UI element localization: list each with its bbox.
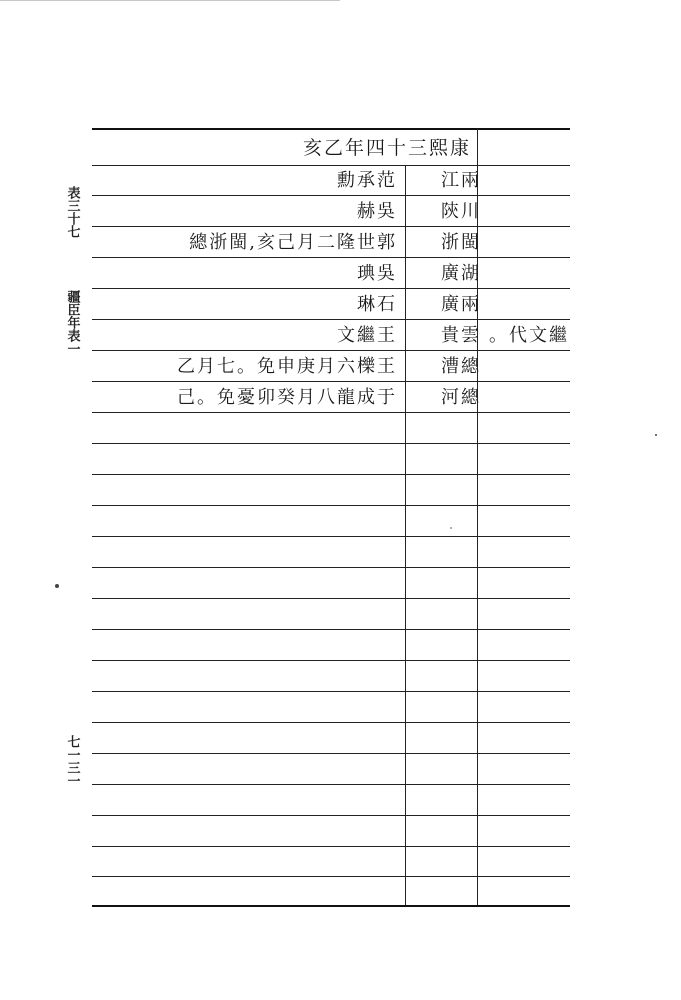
table-bottom-rule (92, 905, 570, 907)
scan-speck (55, 584, 59, 588)
row-rule (92, 165, 570, 166)
row-rule (92, 598, 570, 599)
office-cell: 總河 (441, 387, 481, 408)
side-table-number-text: 表三十七 (64, 186, 80, 238)
side-table-number (60, 186, 84, 238)
row-rule (92, 195, 570, 196)
row-rule (92, 815, 570, 816)
office-cell: 閩浙 (441, 232, 481, 253)
remark-cell: 繼文代。 (489, 325, 569, 346)
row-rule (92, 536, 570, 537)
row-rule (92, 412, 570, 413)
row-rule (92, 288, 570, 289)
column-divider (405, 165, 406, 905)
table-top-rule (92, 128, 570, 130)
official-cell: 王繼文 (337, 325, 397, 346)
side-page-number-text: 七一三一 (64, 735, 80, 787)
scan-speck (655, 434, 657, 436)
row-rule (92, 474, 570, 475)
row-rule (92, 257, 570, 258)
header-era: 康熙三十四年乙亥 (302, 137, 471, 159)
row-rule (92, 753, 570, 754)
official-cell: 王櫟六月庚申免。七月乙 (177, 356, 397, 377)
scan-speck (450, 527, 452, 529)
official-cell: 吳琠 (357, 263, 397, 284)
row-rule (92, 381, 570, 382)
side-page-number (60, 735, 84, 787)
row-rule (92, 876, 570, 877)
office-cell: 雲貴 (441, 325, 481, 346)
row-rule (92, 567, 570, 568)
official-cell: 范承勳 (337, 170, 397, 191)
official-cell: 吳赫 (357, 201, 397, 222)
row-rule (92, 784, 570, 785)
page-top-edge (0, 0, 340, 1)
row-rule (92, 691, 570, 692)
row-rule (92, 629, 570, 630)
row-rule (92, 319, 570, 320)
row-rule (92, 505, 570, 506)
row-rule (92, 350, 570, 351)
row-rule (92, 846, 570, 847)
row-rule (92, 443, 570, 444)
row-rule (92, 722, 570, 723)
side-table-title-text: 疆臣年表一 (64, 290, 80, 355)
official-cell: 郭世隆二月己亥,閩浙總 (189, 232, 397, 253)
official-cell: 于成龍八月癸卯憂免。己 (177, 387, 397, 408)
office-cell: 總漕 (441, 356, 481, 377)
row-rule (92, 660, 570, 661)
office-cell: 川陝 (441, 201, 481, 222)
row-rule (92, 226, 570, 227)
official-cell: 石琳 (357, 294, 397, 315)
side-table-title (60, 290, 84, 355)
office-cell: 湖廣 (441, 263, 481, 284)
office-cell: 兩廣 (441, 294, 481, 315)
office-cell: 兩江 (441, 170, 481, 191)
